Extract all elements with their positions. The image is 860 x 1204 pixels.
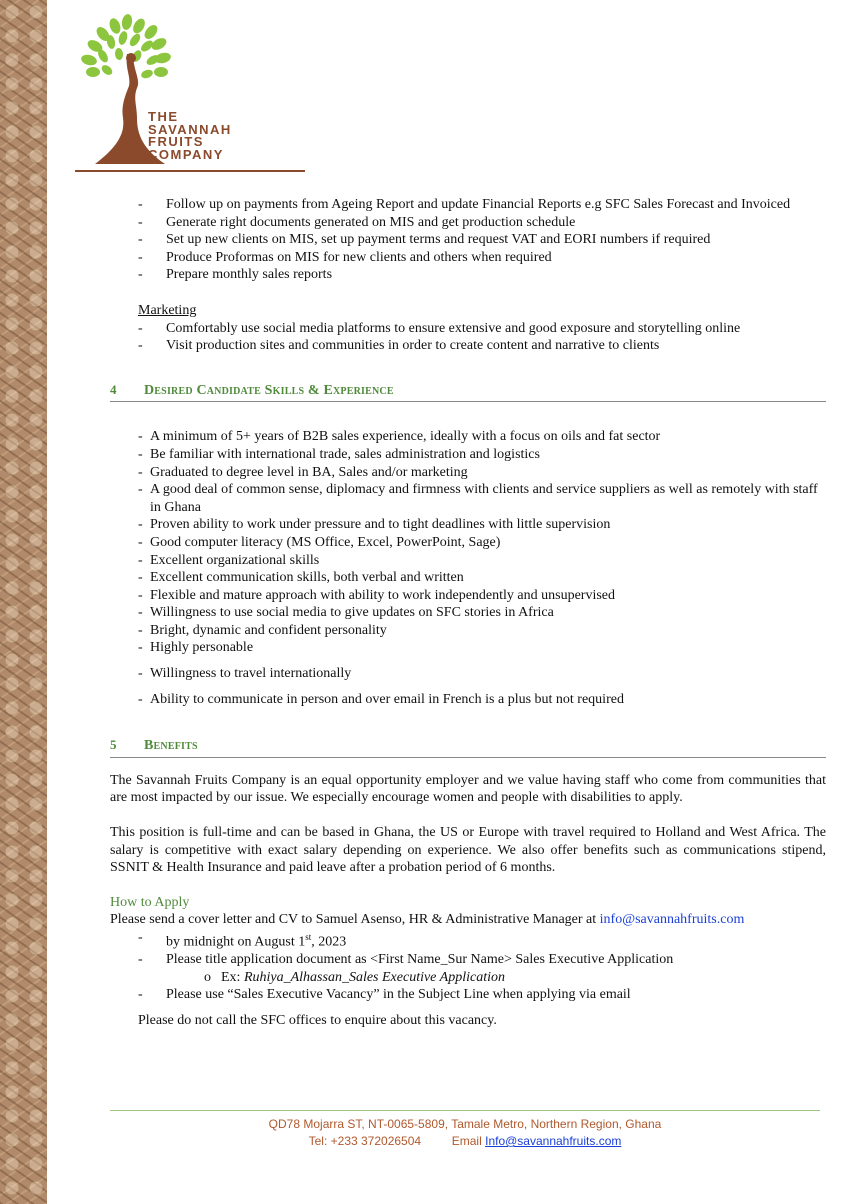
example-line — [110, 969, 826, 987]
benefits-paragraph-1: The Savannah Fruits Company is an equal opportunity employer and we value having staff who come from communities that are most impacted by our issue. We especially encourage women and people with disabilities to apply. — [110, 772, 826, 806]
list-item: - Follow up on payments from Ageing Report and update Financial Reports e.g SFC Sales Forecast and Invoiced — [110, 196, 826, 214]
list-item: - Excellent organizational skills — [110, 552, 826, 570]
list-item: - Proven ability to work under pressure and to tight deadlines with little supervision — [110, 516, 826, 534]
logo-line-4: COMPANY — [148, 146, 224, 162]
list-item: - Produce Proformas on MIS for new clients and others when required — [110, 249, 826, 267]
contact-email-link[interactable]: info@savannahfruits.com — [599, 912, 745, 928]
logo-wordmark — [148, 111, 232, 161]
sub-bullet: o — [204, 969, 211, 985]
list-item: - Good computer literacy (MS Office, Excel, PowerPoint, Sage) — [110, 534, 826, 552]
list-item — [110, 929, 826, 951]
footer-email-link[interactable]: Info@savannahfruits.com — [485, 1134, 622, 1148]
footer-tel: Tel: +233 372026504 — [308, 1134, 422, 1148]
document-body — [110, 196, 826, 1030]
marketing-list — [110, 320, 826, 355]
section-title: Desired Candidate Skills & Experience — [144, 382, 394, 398]
example-filename: Ruhiya_Alhassan_Sales Executive Application — [243, 969, 505, 985]
section-title: Benefits — [144, 738, 198, 754]
footer-contact — [110, 1134, 820, 1148]
deadline-year: , 2023 — [311, 934, 347, 950]
list-item: - Ability to communicate in person and over email in French is a plus but not required — [110, 691, 826, 709]
list-item: - Generate right documents generated on MIS and get production schedule — [110, 214, 826, 232]
footer-divider — [110, 1110, 820, 1111]
marketing-heading: Marketing — [138, 302, 197, 318]
decorative-border — [0, 0, 47, 1204]
logo-underline — [75, 170, 305, 172]
list-item: - Willingness to use social media to give updates on SFC stories in Africa — [110, 604, 826, 622]
list-item: - A minimum of 5+ years of B2B sales experience, ideally with a focus on oils and fat sector — [110, 428, 826, 446]
section-number: 4 — [110, 381, 117, 397]
deadline-suffix: st — [305, 932, 312, 942]
list-item: - Comfortably use social media platforms to ensure extensive and good exposure and storytelling online — [110, 320, 826, 338]
apply-steps — [110, 929, 826, 969]
list-item: - Highly personable — [110, 639, 826, 657]
list-item: - Flexible and mature approach with ability to work independently and unsupervised — [110, 587, 826, 605]
footer-email-label: Email — [451, 1134, 482, 1148]
list-item: - Prepare monthly sales reports — [110, 266, 826, 284]
list-item: - Visit production sites and communities in order to create content and narrative to clients — [110, 337, 826, 355]
list-item: - Please use “Sales Executive Vacancy” in the Subject Line when applying via email — [110, 986, 826, 1004]
closing-note: Please do not call the SFC offices to enquire about this vacancy. — [138, 1013, 497, 1029]
list-item: - A good deal of common sense, diplomacy and firmness with clients and service suppliers as well as remotely with staff in Ghana — [110, 481, 826, 516]
example-label: Ex: — [221, 969, 244, 985]
company-logo — [75, 14, 305, 174]
how-to-apply-heading: How to Apply — [110, 894, 190, 910]
list-item: - Please title application document as <First Name_Sur Name> Sales Executive Application — [110, 951, 826, 969]
section-4-heading — [110, 381, 826, 403]
footer-address: QD78 Mojarra ST, NT-0065-5809, Tamale Metro, Northern Region, Ghana — [268, 1117, 662, 1131]
logo-line-3: FRUITS — [148, 134, 204, 149]
list-item: - Excellent communication skills, both verbal and written — [110, 569, 826, 587]
apply-intro — [110, 911, 826, 929]
list-item: - Be familiar with international trade, sales administration and logistics — [110, 446, 826, 464]
list-item: - Willingness to travel internationally — [110, 665, 826, 683]
list-item: - Bright, dynamic and confident personality — [110, 622, 826, 640]
apply-intro-text: Please send a cover letter and CV to Samuel Asenso, HR & Administrative Manager at — [110, 912, 600, 928]
list-item: - Set up new clients on MIS, set up payment terms and request VAT and EORI numbers if required — [110, 231, 826, 249]
section-5-heading — [110, 736, 826, 758]
section-number: 5 — [110, 737, 117, 753]
logo-line-1: THE — [148, 109, 179, 124]
list-item: - Graduated to degree level in BA, Sales and/or marketing — [110, 464, 826, 482]
sales-task-list — [110, 196, 826, 284]
apply-steps-continued — [110, 986, 826, 1004]
benefits-paragraph-2: This position is full-time and can be based in Ghana, the US or Europe with travel required to Holland and West Africa. The salary is competitive with exact salary depending on experience. We also offer benefits such as communications stipend, SSNIT & Health Insurance and paid leave after a probation period of 6 months. — [110, 825, 826, 876]
deadline-text: by midnight on August 1 — [166, 934, 306, 950]
logo-line-2: SAVANNAH — [148, 121, 232, 137]
skills-list — [110, 428, 826, 708]
